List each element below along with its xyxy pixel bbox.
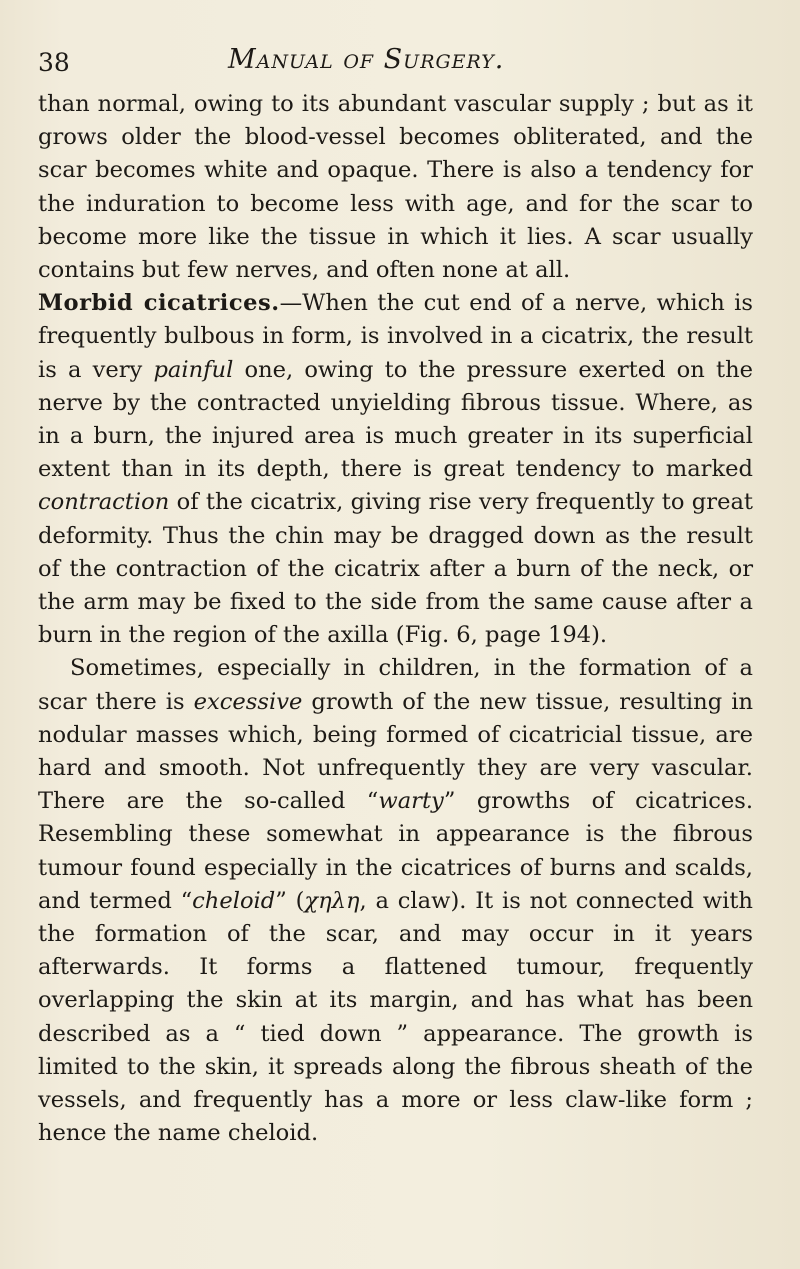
paragraph-2 xyxy=(38,287,753,652)
paragraph-3-text-c: ” growths of cicatrices. Resembling these somewhat in appearance is the fibrous tumour found especially in the cicatrices of burns and scalds, and termed “ xyxy=(38,788,754,914)
paragraph-1 xyxy=(38,88,753,287)
paragraph-2-text-c: of the cicatrix, giving rise very frequently to great deformity. Thus the chin may be dragged down as the result of the contraction of the cicatrix after a burn of the neck, or the arm may be fixed to the side from the same cause after a burn in the region of the axilla (Fig. 6, page 194). xyxy=(38,489,753,649)
paragraph-2-text-a: —When the cut end of a nerve, which is frequently bulbous in form, is involved in a cicatrix, the result is a very xyxy=(38,290,753,383)
page-number: 38 xyxy=(38,48,70,77)
paragraph-3-text-d: ” ( xyxy=(275,887,305,914)
paragraph-2-text-b: one, owing to the pressure exerted on the nerve by the contracted unyielding fibrous tissue. Where, as in a burn, the injured area is much greater in its superficial extent than in its depth, there is great tendency to marked xyxy=(38,356,753,483)
italic-cheloid: cheloid xyxy=(192,887,276,914)
running-head xyxy=(38,44,738,84)
section-heading-morbid-cicatrices: Morbid cicatrices. xyxy=(38,290,280,317)
greek-word-chele: χηλη xyxy=(304,887,360,914)
paragraph-3-text-b: growth of the new tissue, resulting in nodular masses which, being formed of cicatricial tissue, are hard and smooth. Not unfrequently they are very vascular. There are the so-called “ xyxy=(38,688,753,815)
running-title: Manual of Surgery. xyxy=(228,44,505,75)
body-text xyxy=(38,88,753,1151)
paragraph-3-text-a: Sometimes, especially in children, in the formation of a scar there is xyxy=(38,655,753,715)
paragraph-3 xyxy=(38,652,753,1150)
italic-warty: warty xyxy=(378,788,444,815)
italic-painful: painful xyxy=(153,356,234,383)
paragraph-1-text: than normal, owing to its abundant vascular supply ; but as it grows older the blood-vessel becomes obliterated, and the scar becomes white and opaque. There is also a tendency for the induration to become less with age, and for the scar to become more like the tissue in which it lies. A scar usually contains but few nerves, and often none at all. xyxy=(38,91,753,284)
italic-excessive: excessive xyxy=(193,688,303,715)
paragraph-3-text-e: , a claw). It is not connected with the formation of the scar, and may occur in it years afterwards. It forms a flattened tumour, frequently overlapping the skin at its margin, and has what has been described as a “ tied down ” appearance. The growth is limited to the skin, it spreads along the fibrous sheath of the vessels, and frequently has a more or less claw-like form ; hence the name cheloid. xyxy=(38,887,753,1147)
italic-contraction: contraction xyxy=(38,489,170,516)
